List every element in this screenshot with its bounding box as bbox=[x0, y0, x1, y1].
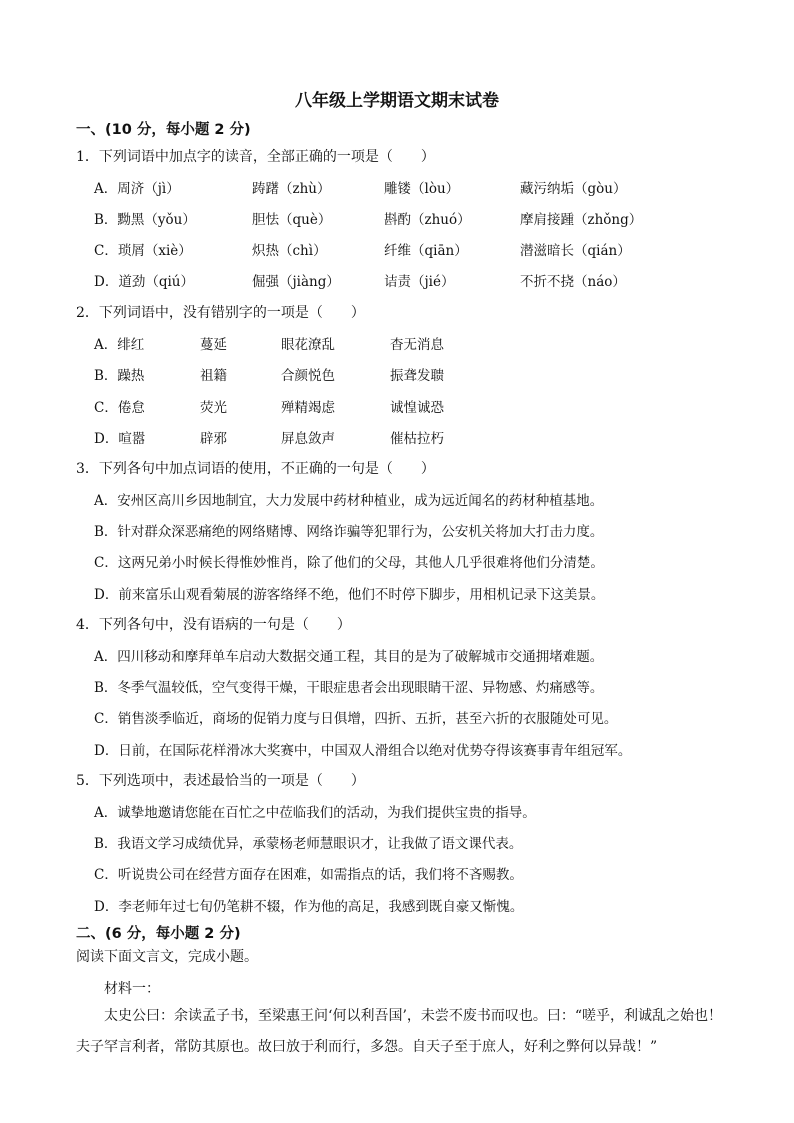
q2-a-word-2: 蔓延 bbox=[200, 337, 227, 353]
q1-a-word-4: 藏污纳垢（gòu） bbox=[520, 181, 627, 197]
q1-b-word-2: 胆怯（què） bbox=[252, 212, 332, 228]
q2-d-word-4: 催枯拉朽 bbox=[390, 431, 444, 447]
q2-d-word-2: 辟邪 bbox=[200, 431, 227, 447]
q4-option-d: D．日前，在国际花样滑冰大奖赛中，中国双人滑组合以绝对优势夺得该赛事青年组冠军。 bbox=[94, 743, 632, 759]
q2-b-word-3: 合颜悦色 bbox=[281, 368, 335, 384]
q4-option-b: B．冬季气温较低，空气变得干燥，干眼症患者会出现眼睛干涩、异物感、灼痛感等。 bbox=[94, 680, 604, 696]
q1-d-word-2: 倔强（jiàng） bbox=[252, 274, 340, 290]
q1-d-word-4: 不折不挠（náo） bbox=[520, 274, 626, 290]
q2-c-word-3: 殚精竭虑 bbox=[281, 400, 335, 416]
material-label: 材料一： bbox=[104, 981, 160, 997]
q2-c-word-1: C．倦怠 bbox=[94, 400, 145, 416]
q1-a-word-2: 踌躇（zhù） bbox=[252, 181, 331, 197]
question-3-stem: 3．下列各句中加点词语的使用，不正确的一句是（ ） bbox=[76, 461, 435, 477]
q2-a-word-3: 眼花潦乱 bbox=[281, 337, 335, 353]
q3-option-c: C．这两兄弟小时候长得惟妙惟肖，除了他们的父母，其他人几乎很难将他们分清楚。 bbox=[94, 555, 604, 571]
q2-b-word-2: 祖籍 bbox=[200, 368, 227, 384]
classical-passage: 太史公曰：余读孟子书，至梁惠王问‘何以利吾国’，未尝不废书而叹也。曰：“嗟乎，利诚乱之始也！夫子罕言利者，常防其原也。故曰放于利而行，多怨。自天子至于庶人，好利之弊何以异哉！” bbox=[76, 1008, 723, 1055]
q1-c-word-4: 潜滋暗长（qián） bbox=[520, 243, 631, 259]
q3-option-a: A．安州区高川乡因地制宜，大力发展中药材种植业，成为远近闻名的药材种植基地。 bbox=[94, 493, 604, 509]
q1-a-word-1: A．周济（jì） bbox=[94, 181, 180, 197]
q2-b-word-1: B．躁热 bbox=[94, 368, 145, 384]
q3-option-d: D．前来富乐山观看菊展的游客络绎不绝，他们不时停下脚步，用相机记录下这美景。 bbox=[94, 587, 605, 603]
q5-option-c: C．听说贵公司在经营方面存在困难，如需指点的话，我们将不吝赐教。 bbox=[94, 867, 523, 883]
q1-option-d bbox=[94, 270, 714, 290]
q5-option-d: D．李老师年过七旬仍笔耕不辍，作为他的高足，我感到既自豪又惭愧。 bbox=[94, 899, 524, 915]
q2-d-word-1: D．喧嚣 bbox=[94, 431, 146, 447]
q1-option-a bbox=[94, 177, 714, 197]
q1-b-word-1: B．黝黑（yǒu） bbox=[94, 212, 196, 228]
q2-a-word-1: A．绯红 bbox=[94, 337, 145, 353]
question-5-stem: 5．下列选项中，表述最恰当的一项是（ ） bbox=[76, 773, 365, 789]
q1-b-word-4: 摩肩接踵（zhǒng） bbox=[520, 212, 643, 228]
reading-instruction: 阅读下面文言文，完成小题。 bbox=[76, 949, 258, 965]
q1-c-word-3: 纤维（qiān） bbox=[384, 243, 468, 259]
q5-option-a: A．诚挚地邀请您能在百忙之中莅临我们的活动，为我们提供宝贵的指导。 bbox=[94, 805, 536, 821]
q1-c-word-1: C．琐屑（xiè） bbox=[94, 243, 192, 259]
q2-option-d bbox=[94, 427, 694, 447]
q1-c-word-2: 炽热（chì） bbox=[252, 243, 327, 259]
question-1-stem: 1．下列词语中加点字的读音，全部正确的一项是（ ） bbox=[76, 149, 435, 165]
question-4-stem: 4．下列各句中，没有语病的一句是（ ） bbox=[76, 617, 351, 633]
section-1-heading: 一、(10 分，每小题 2 分) bbox=[76, 122, 251, 138]
exam-title: 八年级上学期语文期末试卷 bbox=[295, 91, 499, 111]
q2-option-b bbox=[94, 364, 694, 384]
q2-a-word-4: 杳无消息 bbox=[390, 337, 444, 353]
q1-d-word-1: D．道劲（qiú） bbox=[94, 274, 194, 290]
q2-c-word-2: 荧光 bbox=[200, 400, 227, 416]
q1-a-word-3: 雕镂（lòu） bbox=[384, 181, 460, 197]
q1-b-word-3: 斟酌（zhuó） bbox=[384, 212, 471, 228]
q2-option-a bbox=[94, 333, 694, 353]
section-2-heading: 二、(6 分，每小题 2 分) bbox=[76, 926, 241, 942]
q5-option-b: B．我语文学习成绩优异，承蒙杨老师慧眼识才，让我做了语文课代表。 bbox=[94, 836, 523, 852]
q1-option-c bbox=[94, 239, 714, 259]
q1-d-word-3: 诘责（jié） bbox=[384, 274, 455, 290]
q3-option-b: B．针对群众深恶痛绝的网络赌博、网络诈骗等犯罪行为，公安机关将加大打击力度。 bbox=[94, 524, 604, 540]
q4-option-c: C．销售淡季临近，商场的促销力度与日俱增，四折、五折，甚至六折的衣服随处可见。 bbox=[94, 711, 618, 727]
question-2-stem: 2．下列词语中，没有错别字的一项是（ ） bbox=[76, 305, 365, 321]
q2-d-word-3: 屏息敛声 bbox=[281, 431, 335, 447]
q2-b-word-4: 振聋发聩 bbox=[390, 368, 444, 384]
q4-option-a: A．四川移动和摩拜单车启动大数据交通工程，其目的是为了破解城市交通拥堵难题。 bbox=[94, 649, 604, 665]
q2-option-c bbox=[94, 396, 694, 416]
q2-c-word-4: 诚惶诚恐 bbox=[390, 400, 444, 416]
q1-option-b bbox=[94, 208, 714, 228]
